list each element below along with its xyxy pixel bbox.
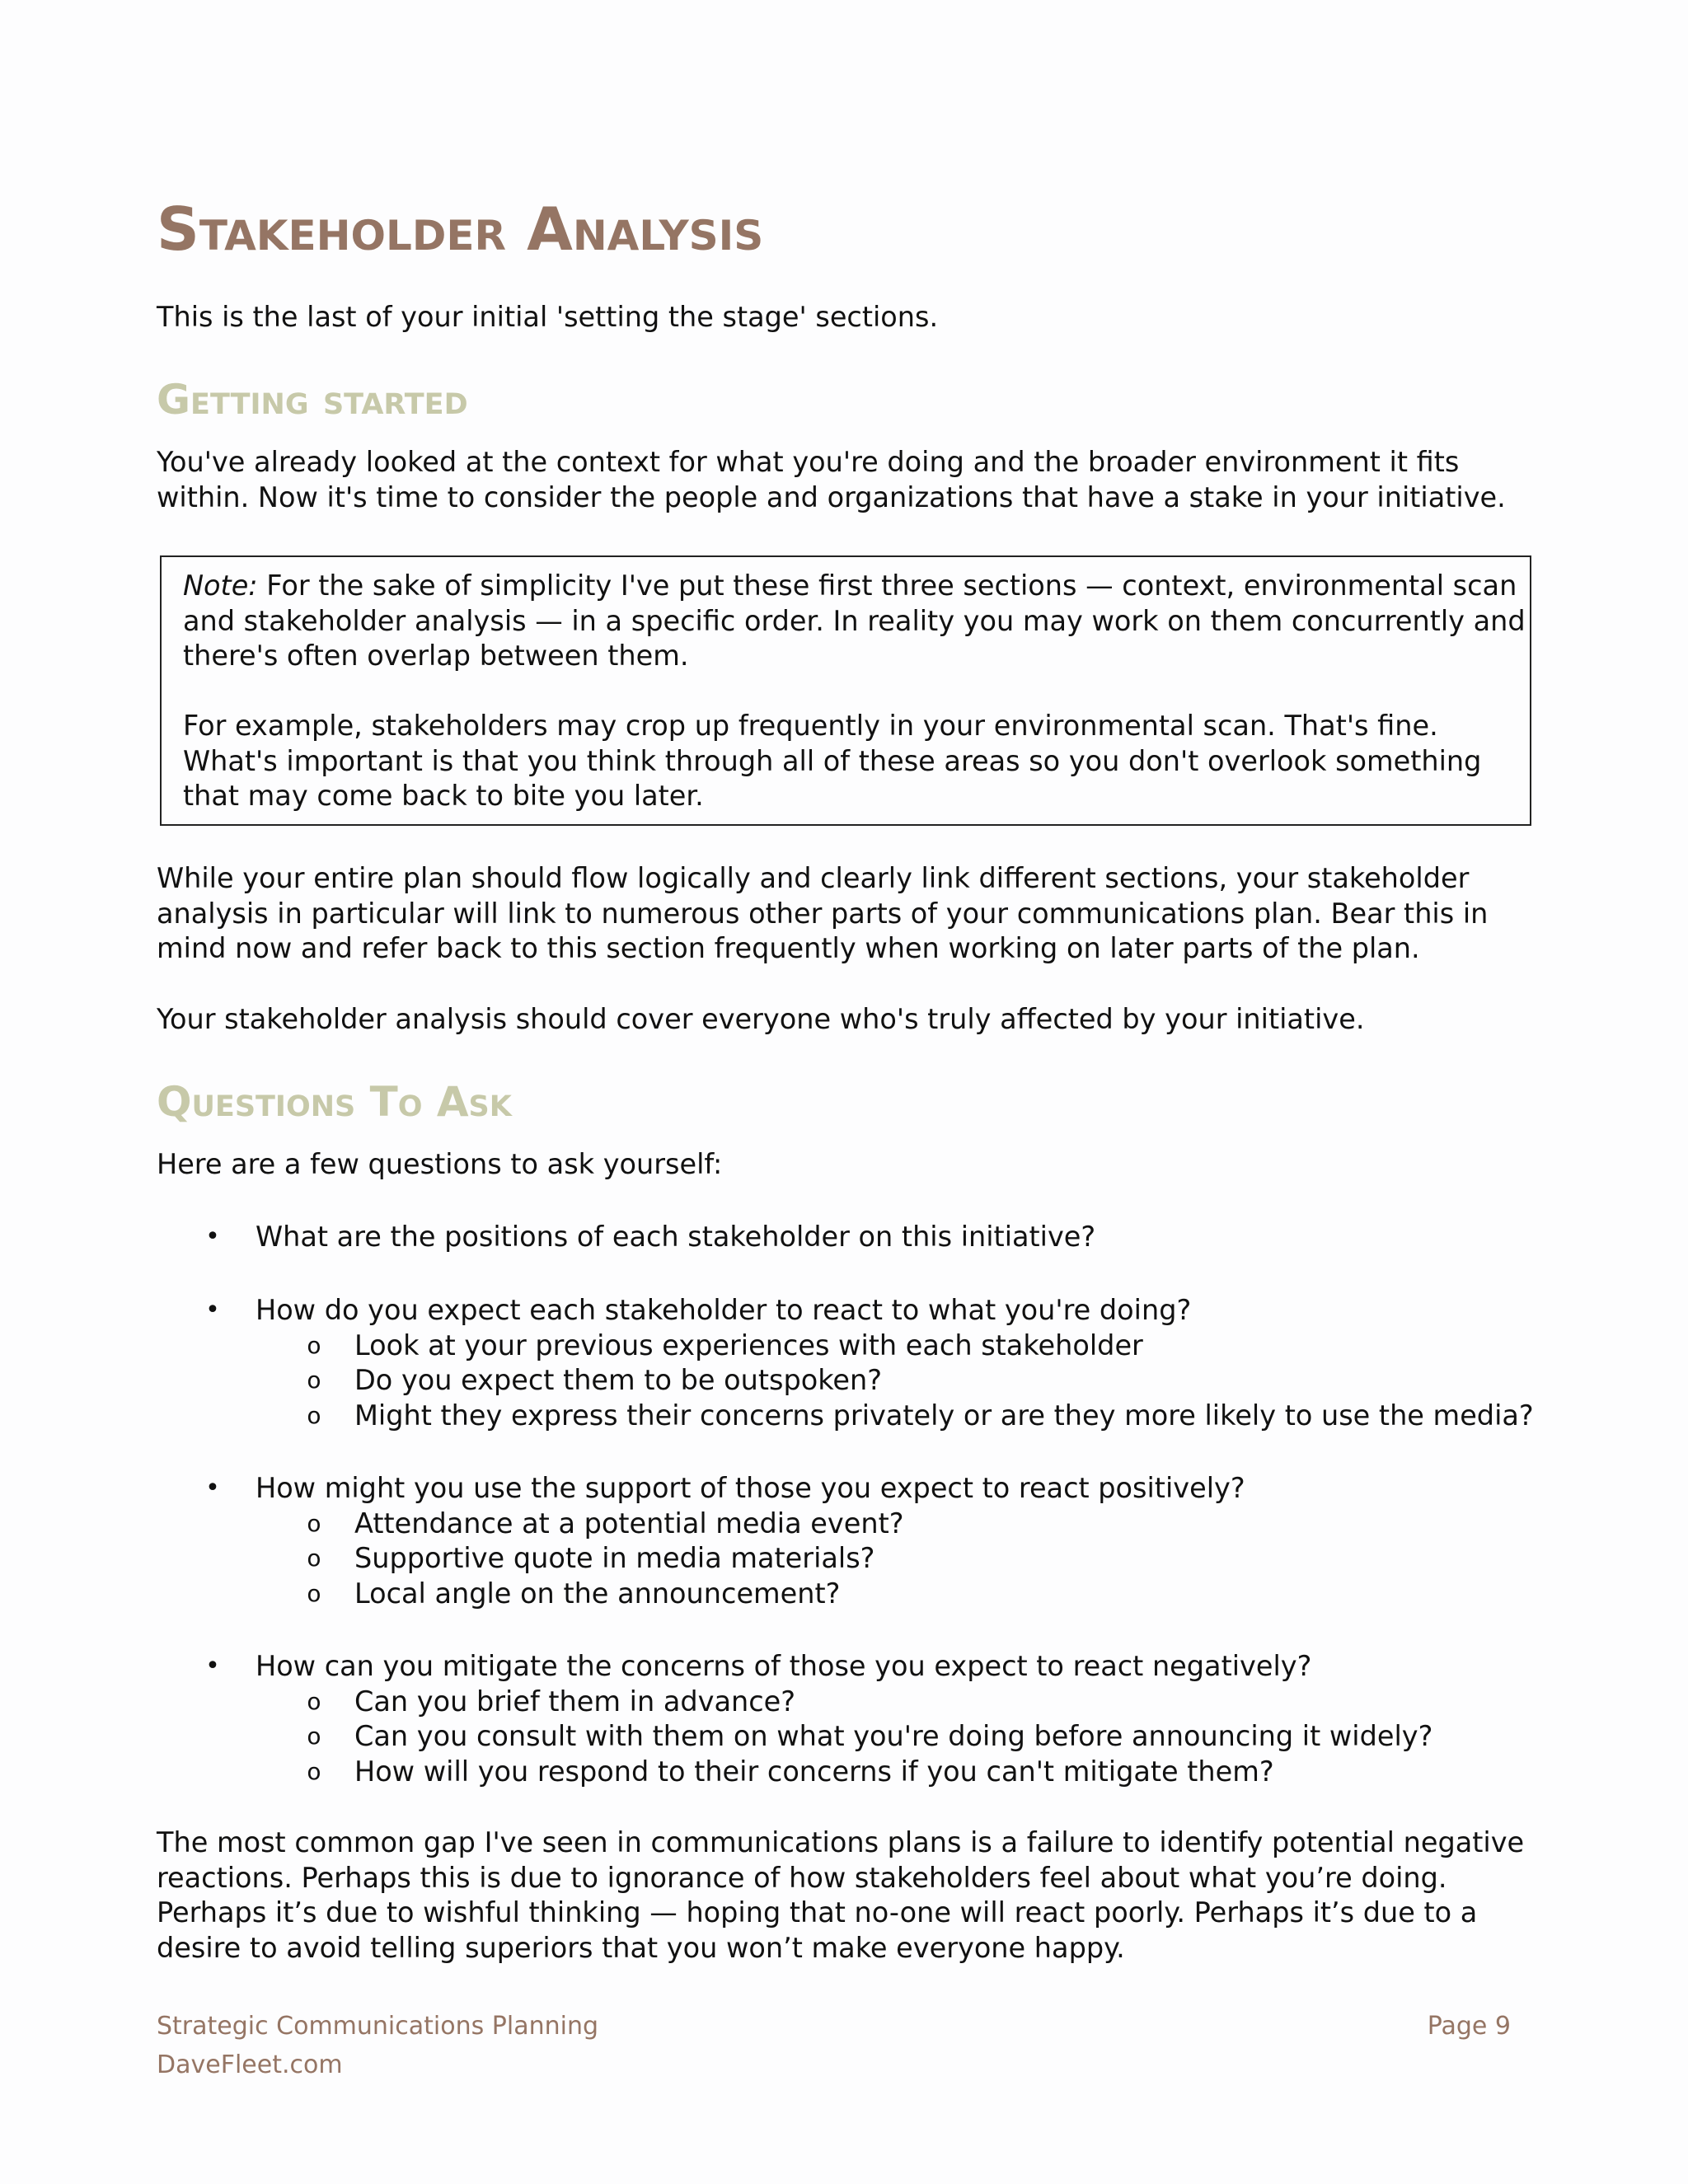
question-text: How do you expect each stakeholder to react to what you're doing? [256,1294,1192,1326]
note-example-line-2: What's important is that you think through all of these areas so you don't overlook something [183,744,1482,777]
sub-question-text: Local angle on the announcement? [354,1577,841,1610]
getting-started-line-2: within. Now it's time to consider the people and organizations that have a stake in your initiative. [157,480,1506,513]
circle-bullet-icon: o [307,1366,321,1394]
footer-page-number: Page 9 [1427,2012,1511,2041]
note-line-2: and stakeholder analysis — in a specific order. In reality you may work on them concurrently and [183,604,1526,637]
getting-started-line-1: You've already looked at the context for what you're doing and the broader environment it fits [157,446,1460,478]
sub-question-text: Can you brief them in advance? [354,1685,796,1718]
note-line-3: there's often overlap between them. [183,640,689,672]
coverage-paragraph: Your stakeholder analysis should cover everyone who's truly affected by your initiative. [157,1003,1365,1035]
flow-paragraph-line-1: While your entire plan should flow logically and clearly link different sections, your stakeholder [157,862,1470,894]
sub-question-text: Might they express their concerns privately or are they more likely to use the media? [354,1399,1534,1432]
note-example-line-1: For example, stakeholders may crop up frequently in your environmental scan. That's fine. [183,710,1438,742]
closing-paragraph-line-4: desire to avoid telling superiors that you won’t make everyone happy. [157,1931,1125,1964]
footer-website: DaveFleet.com [157,2050,343,2079]
circle-bullet-icon: o [307,1722,321,1750]
sub-question-text: Attendance at a potential media event? [354,1507,904,1540]
flow-paragraph-line-2: analysis in particular will link to numerous other parts of your communications plan. Bear this in [157,897,1489,930]
section-heading-questions: Questions To Ask [157,1078,512,1126]
sub-question-text: How will you respond to their concerns if you can't mitigate them? [354,1755,1274,1788]
question-text: How can you mitigate the concerns of those you expect to react negatively? [256,1650,1312,1682]
note-line-1 [183,569,1517,604]
circle-bullet-icon: o [307,1401,321,1429]
closing-paragraph-line-3: Perhaps it’s due to wishful thinking — hoping that no-one will react poorly. Perhaps it’s due to a [157,1896,1478,1929]
sub-question-text: Supportive quote in media materials? [354,1542,875,1574]
section-heading-getting-started: Getting started [157,376,468,424]
intro-paragraph: This is the last of your initial 'setting the stage' sections. [157,301,939,333]
circle-bullet-icon: o [307,1509,321,1537]
circle-bullet-icon: o [307,1687,321,1715]
footer-document-title: Strategic Communications Planning [157,2012,599,2041]
note-line-1-text: For the sake of simplicity I've put these first three sections — context, environmental scan [257,569,1517,602]
closing-paragraph-line-2: reactions. Perhaps this is due to ignorance of how stakeholders feel about what you’re doing. [157,1861,1447,1894]
bullet-icon: • [205,1296,220,1324]
document-page [157,0,1533,2184]
bullet-icon: • [205,1652,220,1680]
questions-intro: Here are a few questions to ask yourself: [157,1148,723,1180]
question-text: What are the positions of each stakeholder on this initiative? [256,1221,1096,1253]
note-example-line-3: that may come back to bite you later. [183,780,704,812]
bullet-icon: • [205,1222,220,1251]
closing-paragraph-line-1: The most common gap I've seen in communications plans is a failure to identify potential negative [157,1826,1525,1858]
circle-bullet-icon: o [307,1544,321,1572]
page-title: Stakeholder Analysis [157,194,764,264]
question-text: How might you use the support of those you expect to react positively? [256,1472,1245,1504]
circle-bullet-icon: o [307,1757,321,1785]
sub-question-text: Do you expect them to be outspoken? [354,1364,883,1396]
circle-bullet-icon: o [307,1331,321,1359]
circle-bullet-icon: o [307,1579,321,1607]
bullet-icon: • [205,1474,220,1502]
note-callout-box [160,555,1531,826]
note-label: Note: [183,569,258,602]
flow-paragraph-line-3: mind now and refer back to this section frequently when working on later parts of the plan. [157,932,1420,964]
sub-question-text: Look at your previous experiences with each stakeholder [354,1329,1143,1361]
sub-question-text: Can you consult with them on what you're doing before announcing it widely? [354,1720,1433,1752]
